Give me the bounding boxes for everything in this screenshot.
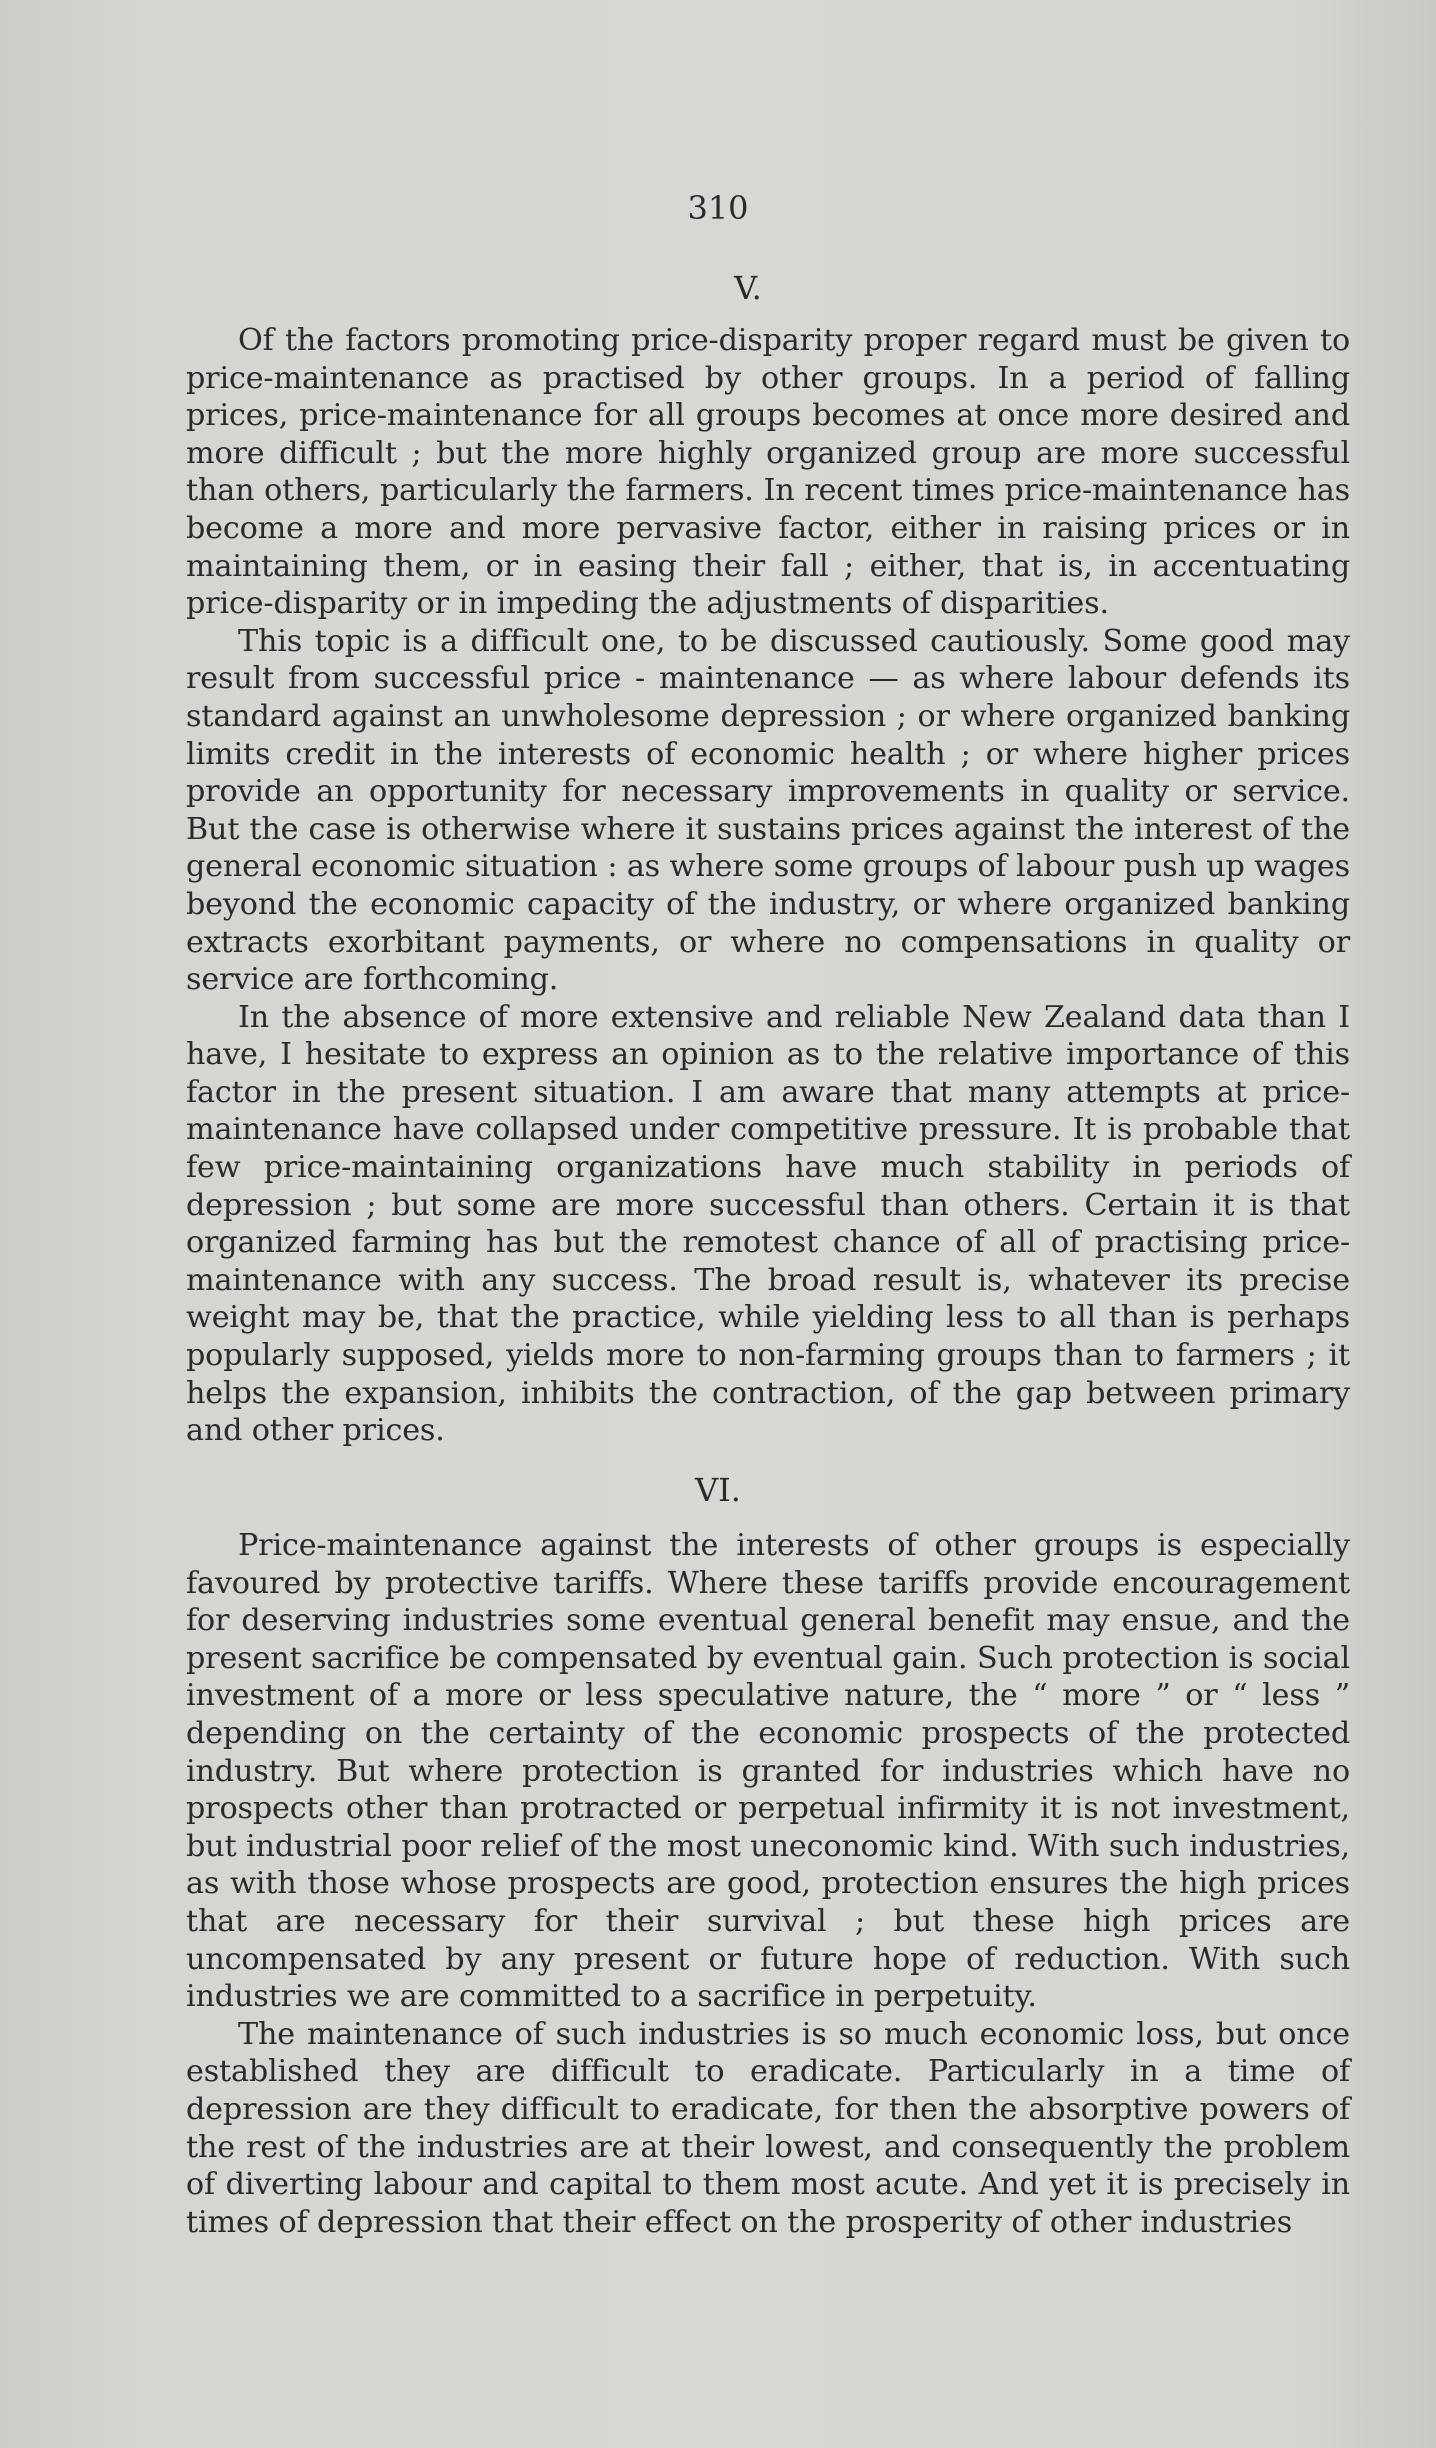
page-number: 310 (687, 189, 749, 227)
paragraph: This topic is a difficult one, to be discussed cautiously. Some good may result from successful price - maintenance — as where labour defends its standard against an unwholesome depression ; or where organized banking limits credit in the interests of economic health ; or where higher prices provide an opportunity for necessary improvements in quality or service. But the case is otherwise where it sustains prices against the interest of the general economic situation : as where some groups of labour push up wages beyond the economic capacity of the industry, or where organized banking extracts exorbitant payments, or where no compensations in quality or service are forthcoming. (186, 623, 1350, 998)
paragraph: The maintenance of such industries is so much economic loss, but once established they are difficult to eradicate. Particularly in a time of depression are they difficult to eradicate, for then the absorptive powers of the rest of the industries are at their lowest, and consequently the problem of diverting labour and capital to them most acute. And yet it is precisely in times of depression that their effect on the prosperity of other industries (186, 2016, 1350, 2240)
section-heading-v: V. (734, 269, 762, 307)
section-v-body (186, 322, 1350, 1450)
section-heading-vi: VI. (695, 1471, 741, 1509)
paragraph: Price-maintenance against the interests of other groups is especially favoured by protective tariffs. Where these tariffs provide encouragement for deserving industries some eventual general benefit may ensue, and the present sacrifice be compensated by eventual gain. Such protection is social investment of a more or less speculative nature, the “ more ” or “ less ” depending on the certainty of the economic prospects of the protected industry. But where protection is granted for industries which have no prospects other than protracted or perpetual infirmity it is not investment, but industrial poor relief of the most uneconomic kind. With such industries, as with those whose prospects are good, protection ensures the high prices that are necessary for their survival ; but these high prices are uncompensated by any present or future hope of reduction. With such industries we are committed to a sacrifice in perpetuity. (186, 1528, 1350, 2015)
section-vi-body (186, 1527, 1350, 2241)
paragraph: Of the factors promoting price-disparity proper regard must be given to price-maintenance as practised by other groups. In a period of falling prices, price-maintenance for all groups becomes at once more desired and more difficult ; but the more highly organized group are more successful than others, particularly the farmers. In recent times price-maintenance has become a more and more pervasive factor, either in raising prices or in maintaining them, or in easing their fall ; either, that is, in accentuating price-disparity or in impeding the adjustments of disparities. (186, 323, 1350, 622)
paragraph: In the absence of more extensive and reliable New Zealand data than I have, I hesitate to express an opinion as to the relative importance of this factor in the present situation. I am aware that many attempts at price-maintenance have collapsed under competitive pressure. It is probable that few price-maintaining organizations have much stability in periods of depression ; but some are more successful than others. Certain it is that organized farming has but the remotest chance of all of practising price-maintenance with any success. The broad result is, whatever its precise weight may be, that the practice, while yielding less to all than is perhaps popularly supposed, yields more to non-farming groups than to farmers ; it helps the expansion, inhibits the contraction, of the gap between primary and other prices. (186, 999, 1350, 1449)
